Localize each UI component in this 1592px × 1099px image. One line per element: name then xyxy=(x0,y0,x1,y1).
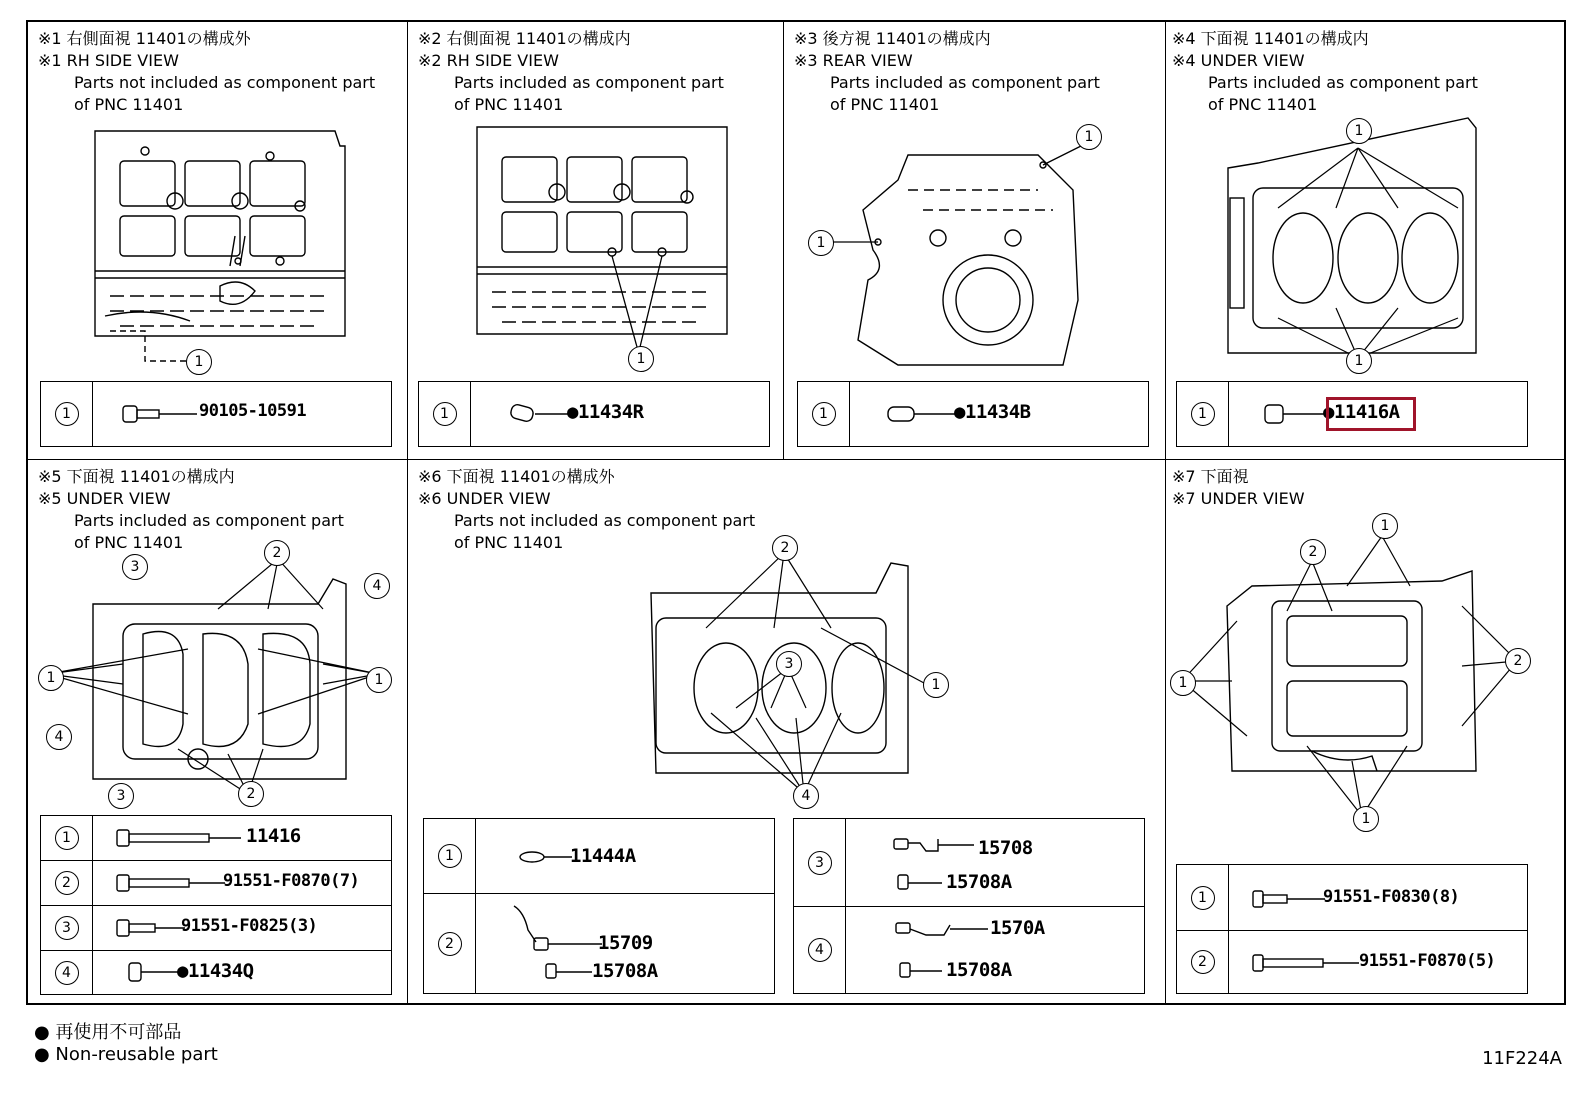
panel-1-desc: Parts not included as component part xyxy=(74,73,376,92)
row-number: 2 xyxy=(1191,950,1215,974)
row-number: 3 xyxy=(55,916,79,940)
panel-5-title-en: ※5 UNDER VIEW xyxy=(38,489,171,508)
table-row xyxy=(1177,931,1527,993)
callout-2-panel-7-top: 2 xyxy=(1300,539,1326,565)
panel-4-desc: Parts included as component part xyxy=(1208,73,1478,92)
panel-6-desc: Parts not included as component part xyxy=(454,511,756,530)
panel-5-header xyxy=(38,466,344,554)
row-number-cell xyxy=(41,951,93,994)
callout-1-panel-7-top: 1 xyxy=(1372,513,1398,539)
panel-3-header xyxy=(794,28,1100,116)
row-number-cell xyxy=(41,861,93,905)
row-number: 4 xyxy=(55,961,79,985)
row-number-cell xyxy=(424,894,476,993)
part-number-91551-F0870-7[interactable]: 91551-F0870(7) xyxy=(223,871,360,891)
long-bolt-icon xyxy=(113,826,243,850)
panel-7-title-en: ※7 UNDER VIEW xyxy=(1172,489,1305,508)
row-number-cell xyxy=(424,819,476,893)
callout-3-panel-6: 3 xyxy=(776,651,802,677)
panel-2-title-jp: ※2 右側面視 11401の構成内 xyxy=(418,29,631,48)
row-number-cell xyxy=(41,816,93,860)
row-number: 2 xyxy=(438,932,462,956)
panel-2-parts-table xyxy=(418,381,770,447)
panel-1-title-en: ※1 RH SIDE VIEW xyxy=(38,51,179,70)
part-number-11416[interactable]: 11416 xyxy=(246,825,301,847)
table-row xyxy=(1177,865,1527,931)
callout-1-panel-5-right: 1 xyxy=(366,667,392,693)
part-number-15709[interactable]: 15709 xyxy=(598,932,653,954)
callout-2-panel-6: 2 xyxy=(772,535,798,561)
dowel-pin-icon xyxy=(125,960,185,984)
row-number: 1 xyxy=(433,402,457,426)
table-row xyxy=(794,907,1144,993)
panel-7-header xyxy=(1172,466,1305,510)
callout-2-panel-7-right: 2 xyxy=(1505,648,1531,674)
row-number-cell xyxy=(1177,382,1229,446)
panel-2-title-en: ※2 RH SIDE VIEW xyxy=(418,51,559,70)
row-number: 2 xyxy=(55,871,79,895)
table-row xyxy=(798,382,1148,446)
row-number: 1 xyxy=(438,844,462,868)
row-number: 4 xyxy=(808,938,832,962)
part-number-11434Q[interactable]: ●11434Q xyxy=(177,960,254,982)
bolt-icon xyxy=(113,871,228,895)
part-number-91551-F0830-8[interactable]: 91551-F0830(8) xyxy=(1323,887,1460,907)
engine-block-under-view-panel-5-illustration xyxy=(88,574,350,788)
bolt-icon xyxy=(1249,887,1329,911)
panel-5-title-jp: ※5 下面視 11401の構成内 xyxy=(38,467,235,486)
table-row xyxy=(424,819,774,894)
row-number: 3 xyxy=(808,851,832,875)
panel-7-title-jp: ※7 下面視 xyxy=(1172,467,1249,486)
part-number-90105-10591[interactable]: 90105-10591 xyxy=(199,401,307,421)
panel-1-title-jp: ※1 右側面視 11401の構成外 xyxy=(38,29,251,48)
callout-1-panel-7-left: 1 xyxy=(1170,670,1196,696)
engine-block-rh-side-illustration xyxy=(90,126,350,366)
panel-6-desc-pnc: of PNC 11401 xyxy=(454,533,564,552)
callout-1-panel-7-bottom: 1 xyxy=(1353,806,1379,832)
panel-5-parts-table xyxy=(40,815,392,995)
diagram-code: 11F224A xyxy=(1482,1048,1562,1069)
row-number-cell xyxy=(1177,931,1229,993)
panel-6-title-en: ※6 UNDER VIEW xyxy=(418,489,551,508)
panel-4-title-en: ※4 UNDER VIEW xyxy=(1172,51,1305,70)
legend-jp: ● 再使用不可部品 xyxy=(34,1022,182,1043)
panel-2-desc-pnc: of PNC 11401 xyxy=(454,95,564,114)
callout-1-panel-4-bottom: 1 xyxy=(1346,348,1372,374)
table-row xyxy=(424,894,774,993)
panel-6-header xyxy=(418,466,755,554)
panel-4-desc-pnc: of PNC 11401 xyxy=(1208,95,1318,114)
oil-jet-icon xyxy=(506,902,606,986)
engine-block-rh-side-included-illustration xyxy=(472,122,732,342)
part-number-15708A[interactable]: 15708A xyxy=(946,959,1012,981)
table-row xyxy=(41,382,391,446)
selected-part-highlight xyxy=(1326,397,1416,431)
panel-3-title-jp: ※3 後方視 11401の構成内 xyxy=(794,29,991,48)
part-number-15708A[interactable]: 15708A xyxy=(946,871,1012,893)
row-number: 1 xyxy=(1191,402,1215,426)
row-number-cell xyxy=(1177,865,1229,930)
o-ring-icon xyxy=(516,845,576,869)
bolt-icon xyxy=(119,402,199,426)
part-number-15708A[interactable]: 15708A xyxy=(592,960,658,982)
row-number: 1 xyxy=(55,402,79,426)
part-number-1570A[interactable]: 1570A xyxy=(990,917,1045,939)
engine-block-rear-illustration xyxy=(848,150,1088,375)
panel-3-parts-table xyxy=(797,381,1149,447)
panel-2-desc: Parts included as component part xyxy=(454,73,724,92)
panel-3-desc-pnc: of PNC 11401 xyxy=(830,95,940,114)
part-number-91551-F0825-3[interactable]: 91551-F0825(3) xyxy=(181,916,318,936)
row-number: 1 xyxy=(1191,886,1215,910)
table-row xyxy=(419,382,769,446)
panel-1-header xyxy=(38,28,375,116)
panel-6-parts-table-right xyxy=(793,818,1145,994)
row-number: 1 xyxy=(812,402,836,426)
long-bolt-icon xyxy=(1249,951,1364,975)
panel-6-parts-table-left xyxy=(423,818,775,994)
panel-3-title-en: ※3 REAR VIEW xyxy=(794,51,913,70)
callout-4-panel-5-top: 4 xyxy=(364,573,390,599)
row-number-cell xyxy=(798,382,850,446)
panel-5-desc: Parts included as component part xyxy=(74,511,344,530)
callout-4-panel-5-left: 4 xyxy=(46,724,72,750)
callout-3-panel-5-bottom: 3 xyxy=(108,783,134,809)
callout-1-panel-3-left: 1 xyxy=(808,230,834,256)
callout-1-panel-1: 1 xyxy=(186,349,212,375)
part-number-11434R[interactable]: ●11434R xyxy=(567,401,644,423)
part-number-11444A[interactable]: 11444A xyxy=(570,845,636,867)
part-number-11416A[interactable]: ●11416A xyxy=(1323,401,1400,423)
row-number-cell xyxy=(794,819,846,906)
legend xyxy=(34,1022,218,1066)
callout-1-panel-6: 1 xyxy=(923,672,949,698)
row-number-cell xyxy=(419,382,471,446)
callout-1-panel-2: 1 xyxy=(628,346,654,372)
panel-2-header xyxy=(418,28,724,116)
table-row xyxy=(41,906,391,951)
row-number-cell xyxy=(41,906,93,950)
part-number-11434B[interactable]: ●11434B xyxy=(954,401,1031,423)
callout-1-panel-5-left: 1 xyxy=(38,665,64,691)
legend-en: ● Non-reusable part xyxy=(34,1044,218,1065)
panel-1-desc-pnc: of PNC 11401 xyxy=(74,95,184,114)
panel-6-title-jp: ※6 下面視 11401の構成外 xyxy=(418,467,615,486)
table-row xyxy=(41,816,391,861)
panel-4-title-jp: ※4 下面視 11401の構成内 xyxy=(1172,29,1369,48)
callout-1-panel-4-top: 1 xyxy=(1346,118,1372,144)
callout-2-panel-5-top: 2 xyxy=(264,540,290,566)
table-row xyxy=(41,861,391,906)
engine-block-under-view-illustration xyxy=(1218,118,1480,358)
callout-1-panel-3-top: 1 xyxy=(1076,124,1102,150)
dowel-pin-icon xyxy=(884,402,964,426)
part-number-15708[interactable]: 15708 xyxy=(978,837,1033,859)
panel-4-header xyxy=(1172,28,1478,116)
callout-3-panel-5-top: 3 xyxy=(122,554,148,580)
part-number-91551-F0870-5[interactable]: 91551-F0870(5) xyxy=(1359,951,1496,971)
engine-block-under-view-panel-7-illustration xyxy=(1222,566,1478,784)
panel-1-parts-table xyxy=(40,381,392,447)
panel-3-desc: Parts included as component part xyxy=(830,73,1100,92)
table-row xyxy=(41,951,391,994)
row-number-cell xyxy=(794,907,846,993)
short-bolt-icon xyxy=(113,916,188,940)
row-number: 1 xyxy=(55,826,79,850)
panel-5-desc-pnc: of PNC 11401 xyxy=(74,533,184,552)
row-number-cell xyxy=(41,382,93,446)
table-row xyxy=(794,819,1144,907)
callout-4-panel-6: 4 xyxy=(793,783,819,809)
callout-2-panel-5-bottom: 2 xyxy=(238,781,264,807)
panel-7-parts-table xyxy=(1176,864,1528,994)
